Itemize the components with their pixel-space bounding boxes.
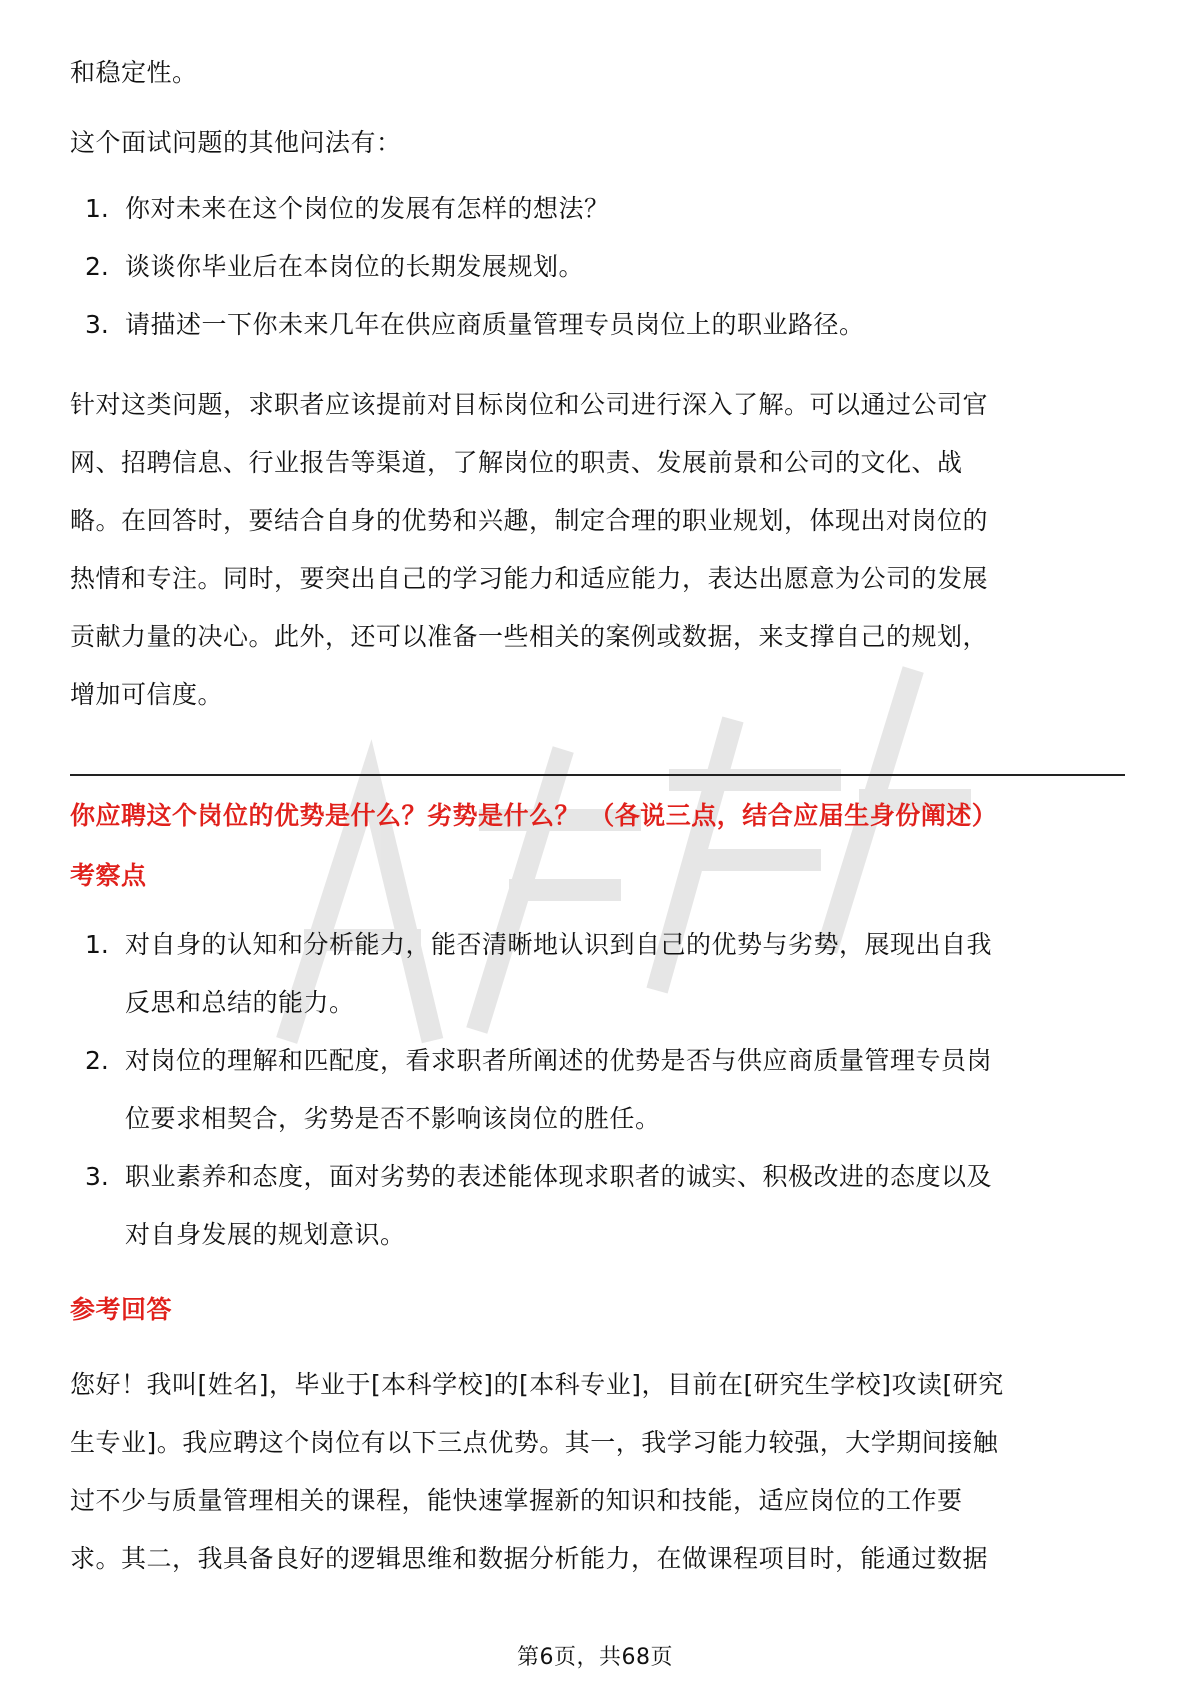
advice-line: 贡献力量的决心。此外，还可以准备一些相关的案例或数据，来支撑自己的规划，	[70, 622, 989, 651]
list-item	[70, 296, 1125, 354]
content-area	[70, 44, 1125, 1588]
section-divider	[70, 774, 1125, 776]
list-number: 2.	[85, 252, 109, 281]
list-number: 2.	[85, 1046, 109, 1075]
advice-line: 针对这类问题，求职者应该提前对目标岗位和公司进行深入了解。可以通过公司官	[70, 390, 989, 419]
page-footer: 第6页，共68页	[517, 1645, 673, 1670]
advice-line: 热情和专注。同时，要突出自己的学习能力和适应能力，表达出愿意为公司的发展	[70, 564, 989, 593]
list-number: 1.	[85, 194, 109, 223]
list-item-line: 对岗位的理解和匹配度，看求职者所阐述的优势是否与供应商质量管理专员岗	[125, 1046, 993, 1075]
answer-line: 您好！我叫[姓名]，毕业于[本科学校]的[本科专业]，目前在[研究生学校]攻读[研究	[70, 1370, 1004, 1399]
list-number: 3.	[85, 310, 109, 339]
answer-line: 求。其二，我具备良好的逻辑思维和数据分析能力，在做课程项目时，能通过数据	[70, 1544, 989, 1573]
list-item-line: 对自身的认知和分析能力，能否清晰地认识到自己的优势与劣势，展现出自我	[125, 930, 993, 959]
advice-paragraph	[70, 376, 1125, 724]
other-asks-label: 这个面试问题的其他问法有：	[70, 128, 402, 157]
list-item	[70, 1148, 1125, 1264]
assessment-list	[70, 916, 1125, 1264]
reference-heading: 参考回答	[70, 1295, 173, 1324]
list-item-text: 请描述一下你未来几年在供应商质量管理专员岗位上的职业路径。	[125, 310, 865, 339]
list-item-line: 反思和总结的能力。	[125, 988, 355, 1017]
assessment-heading: 考察点	[70, 861, 147, 890]
answer-line: 生专业]。我应聘这个岗位有以下三点优势。其一，我学习能力较强，大学期间接触	[70, 1428, 999, 1457]
list-item-line: 位要求相契合，劣势是否不影响该岗位的胜任。	[125, 1104, 661, 1133]
list-item-line: 职业素养和态度，面对劣势的表述能体现求职者的诚实、积极改进的态度以及	[125, 1162, 993, 1191]
answer-paragraph	[70, 1356, 1125, 1588]
list-item-text: 你对未来在这个岗位的发展有怎样的想法？	[125, 194, 610, 223]
other-asks-list	[70, 180, 1125, 354]
intro-tail: 和稳定性。	[70, 58, 198, 87]
list-item	[70, 1032, 1125, 1148]
list-item	[70, 916, 1125, 1032]
advice-line: 略。在回答时，要结合自身的优势和兴趣，制定合理的职业规划，体现出对岗位的	[70, 506, 989, 535]
list-item	[70, 238, 1125, 296]
list-item-line: 对自身发展的规划意识。	[125, 1220, 406, 1249]
advice-line: 网、招聘信息、行业报告等渠道，了解岗位的职责、发展前景和公司的文化、战	[70, 448, 963, 477]
advice-line: 增加可信度。	[70, 680, 224, 709]
list-item	[70, 180, 1125, 238]
list-item-text: 谈谈你毕业后在本岗位的长期发展规划。	[125, 252, 585, 281]
question-title: 你应聘这个岗位的优势是什么？劣势是什么？ （各说三点，结合应届生身份阐述）	[70, 801, 998, 830]
answer-line: 过不少与质量管理相关的课程，能快速掌握新的知识和技能，适应岗位的工作要	[70, 1486, 963, 1515]
list-number: 1.	[85, 930, 109, 959]
list-number: 3.	[85, 1162, 109, 1191]
